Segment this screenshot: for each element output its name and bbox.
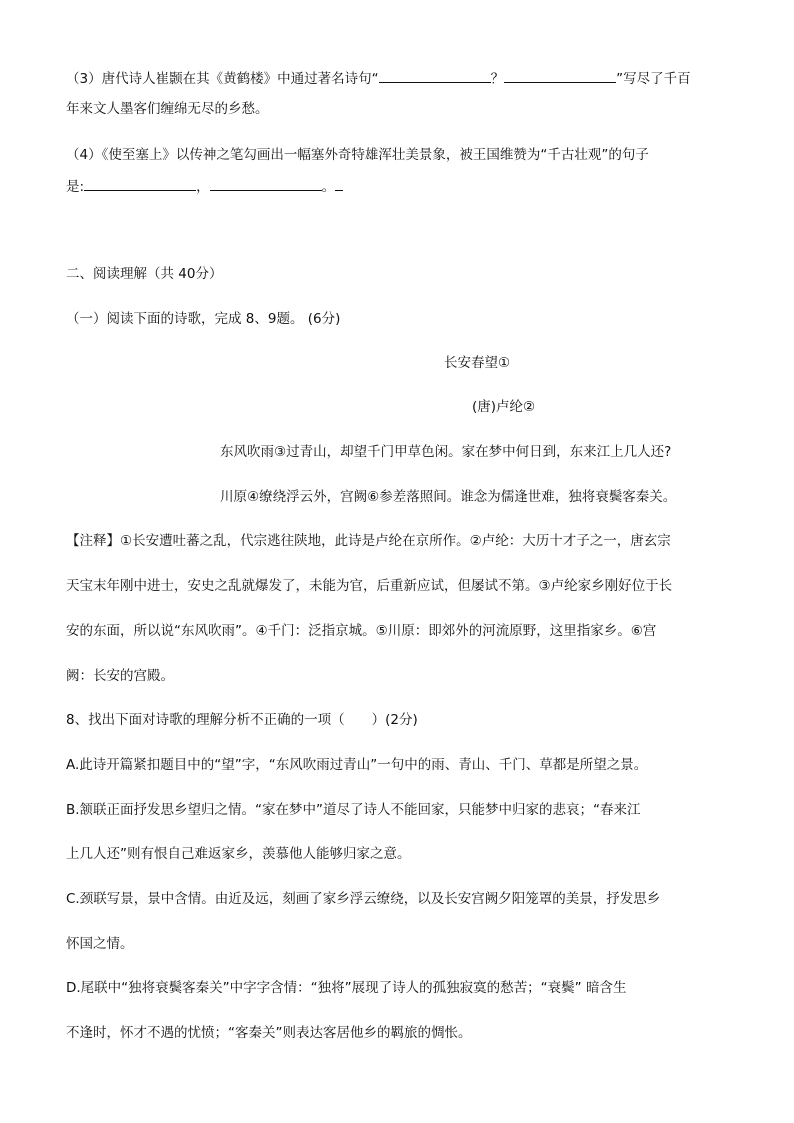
q4-line2 [66, 176, 343, 197]
q4-blank-tail [335, 176, 343, 191]
question-8-stem: 8、找出下面对诗歌的理解分析不正确的一项（ ）(2分) [66, 712, 418, 728]
q4-period: 。 [321, 179, 336, 195]
option-d-line-2[interactable]: 不逢时，怀才不遇的忧愤；“客秦关”则表达客居他乡的羁旅的惆怅。 [66, 1025, 472, 1041]
q4-prefix: 是: [66, 179, 85, 195]
option-c-line-1[interactable]: C.颈联写景，景中含情。由近及远，刻画了家乡浮云缭绕，以及长安宫阙夕阳笼罩的美景，抒发思乡 [66, 891, 661, 907]
notes-line-2: 天宝末年刚中进士，安史之乱就爆发了，未能为官，后重新应试，但屡试不第。③卢纶家乡刚好位于长 [66, 578, 673, 594]
q3-prefix: （3）唐代诗人崔颢在其《黄鹤楼》中通过著名诗句“ [66, 71, 379, 87]
poem-line-2: 川原④缭绕浮云外，宫阙⑥参差落照间。谁念为儒逢世难，独将衰鬓客秦关。 [220, 489, 677, 505]
option-c-line-2[interactable]: 怀国之情。 [66, 936, 134, 952]
q3-suffix: ”写尽了千百 [616, 71, 691, 87]
section-heading: 二、阅读理解（共 40分） [66, 266, 223, 282]
option-b-line-2[interactable]: 上几人还”则有恨自己难返家乡，羡慕他人能够归家之意。 [66, 846, 411, 862]
poem-title: 长安春望① [444, 355, 511, 371]
option-a[interactable]: A.此诗开篇紧扣题目中的“望”字，“东风吹雨过青山”一句中的雨、青山、千门、草都是所望之景。 [66, 757, 648, 773]
q4-blank-1[interactable] [84, 176, 196, 191]
q4-line1: （4）《使至塞上》以传神之笔勾画出一幅塞外奇特雄浑壮美景象，被王国维赞为“千古壮观”的句子 [66, 147, 649, 163]
q3-question-mark: ？ [490, 71, 505, 87]
section-subheading: （一）阅读下面的诗歌，完成 8、9题。 (6分) [66, 311, 341, 327]
q4-blank-2[interactable] [210, 176, 322, 191]
q4-comma: ， [196, 179, 210, 195]
poem-author: (唐)卢纶② [472, 399, 536, 415]
notes-line-4: 阙：长安的宫殿。 [66, 668, 174, 684]
poem-line-1: 东风吹雨③过青山，却望千门甲草色闲。家在梦中何日到，东来江上几人还? [220, 444, 672, 460]
option-b-line-1[interactable]: B.颔联正面抒发思乡望归之情。“家在梦中”道尽了诗人不能回家，只能梦中归家的悲哀；“春来江 [66, 802, 641, 818]
q3-blank-2[interactable] [504, 68, 616, 83]
q3-line1 [66, 68, 691, 89]
q3-line2: 年来文人墨客们缠绵无尽的乡愁。 [66, 101, 269, 117]
notes-line-3: 安的东面，所以说“东风吹雨”。④千门：泛指京城。⑤川原：即郊外的河流原野，这里指家乡。⑥宫 [66, 623, 657, 639]
notes-line-1: 【注释】①长安遭吐蕃之乱，代宗逃往陕地，此诗是卢纶在京所作。②卢纶：大历十才子之一，唐玄宗 [66, 533, 671, 549]
q3-blank-1[interactable] [379, 68, 491, 83]
option-d-line-1[interactable]: D.尾联中“独将衰鬓客秦关”中字字含情：“独将”展现了诗人的孤独寂寞的愁苦；“衰鬓” 暗含生 [66, 980, 627, 996]
